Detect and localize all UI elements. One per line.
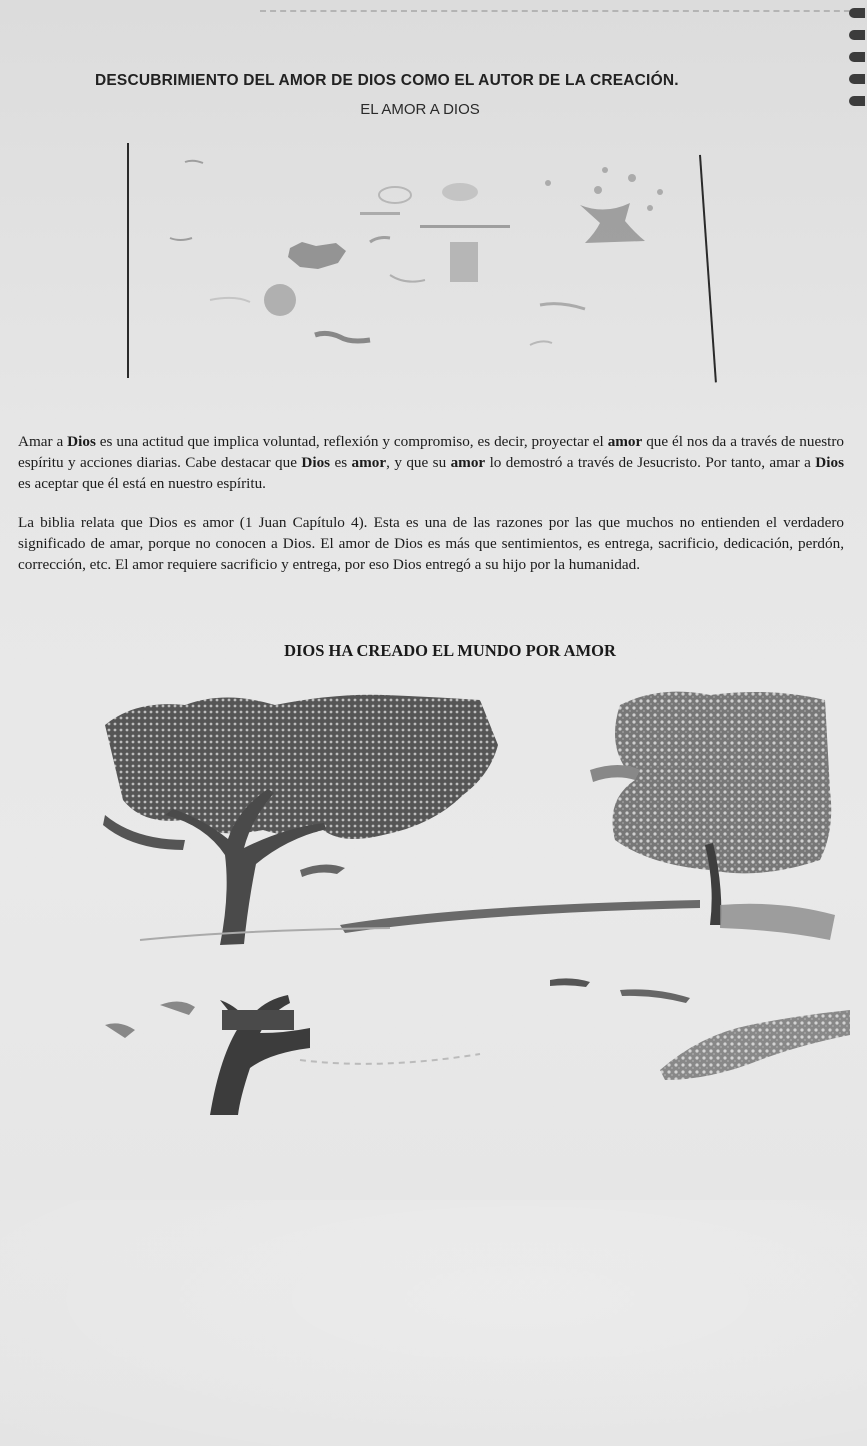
faded-creation-illustration <box>140 150 700 380</box>
section-heading-creation: DIOS HA CREADO EL MUNDO POR AMOR <box>284 641 616 660</box>
frame-right-line <box>699 155 717 383</box>
page-top-edge <box>260 0 860 12</box>
trees-landscape-illustration <box>100 685 855 1130</box>
paper-shading <box>0 1200 867 1446</box>
paragraph-bible: La biblia relata que Dios es amor (1 Juan Capítulo 4). Esta es una de las razones por las que muchos no entienden el verdadero significado de amar, porque no conocen a Dios. El amor de Dios es más que sentimientos, es entrega, sacrificio, dedicación, perdón, corrección, etc. El amor requiere sacrificio y entrega, por eso Dios entregó a su hijo por la humanidad. <box>18 514 844 573</box>
binder-rings <box>847 0 867 120</box>
paragraph-love-of-god: Amar a Dios es una actitud que implica voluntad, reflexión y compromiso, es decir, proyectar el amor que él nos da a través de nuestro espíritu y acciones diarias. Cabe destacar que Dios es amor, y que su amor lo demostró a través de Jesucristo. Por tanto, amar a Dios es aceptar que él está en nuestro espíritu. <box>18 433 844 492</box>
frame-left-line <box>127 143 129 378</box>
section-subtitle: EL AMOR A DIOS <box>360 101 480 118</box>
document-title: DESCUBRIMIENTO DEL AMOR DE DIOS COMO EL AUTOR DE LA CREACIÓN. <box>95 72 679 89</box>
